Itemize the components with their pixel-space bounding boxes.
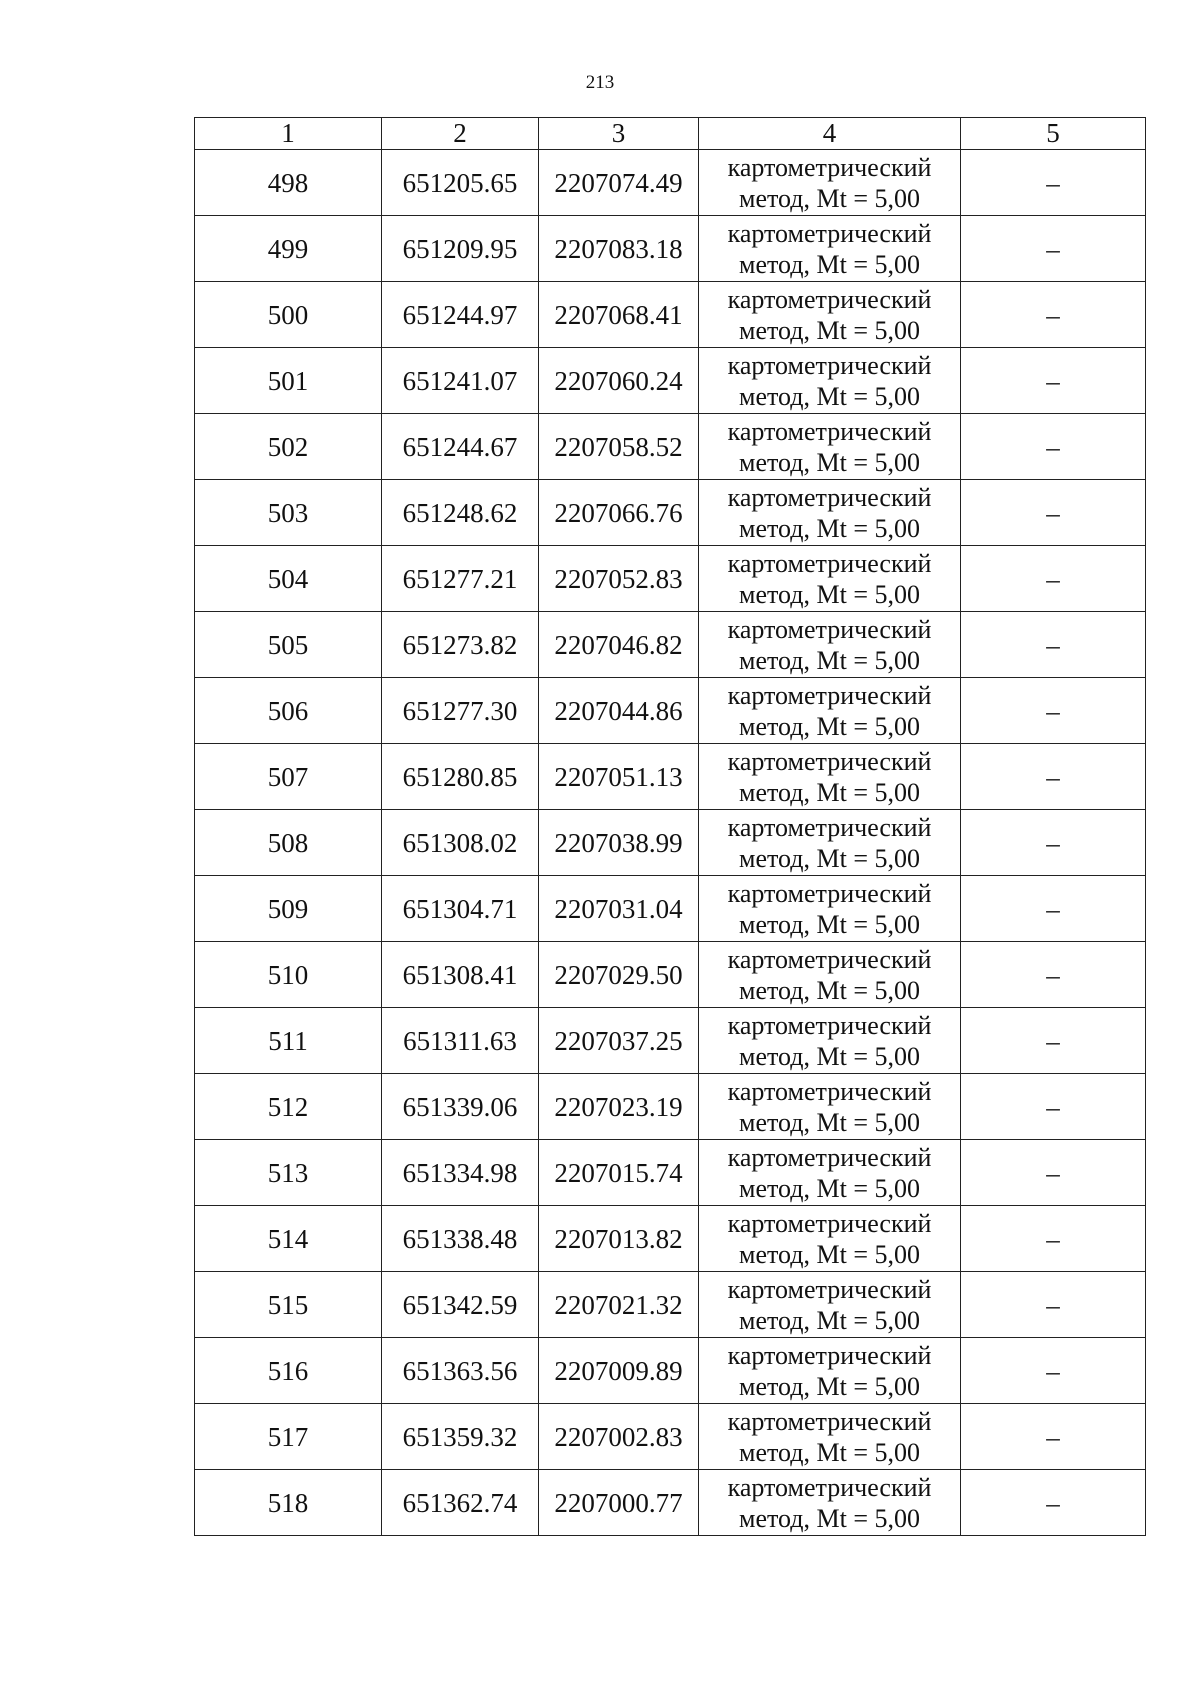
- table-row: [195, 1140, 1146, 1206]
- table-row: [195, 612, 1146, 678]
- cell-method: [699, 348, 961, 414]
- cell-x-coordinate: 651304.71: [382, 876, 539, 942]
- table-row: [195, 1206, 1146, 1272]
- cell-description: –: [961, 942, 1146, 1008]
- cell-method: [699, 414, 961, 480]
- method-line-1: картометрический: [727, 1010, 932, 1040]
- method-line-2: метод, Mt = 5,00: [739, 843, 920, 873]
- cell-y-coordinate: 2207046.82: [539, 612, 699, 678]
- cell-point-number: 498: [195, 150, 382, 216]
- cell-y-coordinate: 2207052.83: [539, 546, 699, 612]
- cell-point-number: 512: [195, 1074, 382, 1140]
- method-line-1: картометрический: [727, 680, 932, 710]
- cell-description: –: [961, 744, 1146, 810]
- cell-x-coordinate: 651248.62: [382, 480, 539, 546]
- cell-y-coordinate: 2207037.25: [539, 1008, 699, 1074]
- method-line-2: метод, Mt = 5,00: [739, 909, 920, 939]
- cell-method: [699, 1008, 961, 1074]
- cell-description: –: [961, 612, 1146, 678]
- cell-point-number: 506: [195, 678, 382, 744]
- cell-y-coordinate: 2207044.86: [539, 678, 699, 744]
- table-row: [195, 348, 1146, 414]
- method-line-2: метод, Mt = 5,00: [739, 975, 920, 1005]
- cell-method: [699, 612, 961, 678]
- cell-description: –: [961, 348, 1146, 414]
- cell-method: [699, 1470, 961, 1536]
- cell-method: [699, 678, 961, 744]
- cell-method: [699, 1140, 961, 1206]
- cell-method: [699, 1404, 961, 1470]
- cell-point-number: 505: [195, 612, 382, 678]
- table-row: [195, 546, 1146, 612]
- header-cell-description: 5: [961, 118, 1146, 150]
- cell-y-coordinate: 2207013.82: [539, 1206, 699, 1272]
- header-cell-x: 2: [382, 118, 539, 150]
- cell-point-number: 509: [195, 876, 382, 942]
- cell-description: –: [961, 414, 1146, 480]
- cell-y-coordinate: 2207002.83: [539, 1404, 699, 1470]
- table-row: [195, 282, 1146, 348]
- cell-point-number: 503: [195, 480, 382, 546]
- cell-method: [699, 216, 961, 282]
- method-line-1: картометрический: [727, 482, 932, 512]
- method-line-1: картометрический: [727, 284, 932, 314]
- method-line-2: метод, Mt = 5,00: [739, 645, 920, 675]
- cell-method: [699, 744, 961, 810]
- cell-x-coordinate: 651334.98: [382, 1140, 539, 1206]
- cell-x-coordinate: 651362.74: [382, 1470, 539, 1536]
- table-body: [195, 150, 1146, 1536]
- cell-method: [699, 1074, 961, 1140]
- method-line-2: метод, Mt = 5,00: [739, 1305, 920, 1335]
- cell-x-coordinate: 651308.02: [382, 810, 539, 876]
- cell-description: –: [961, 678, 1146, 744]
- cell-description: –: [961, 1206, 1146, 1272]
- method-line-1: картометрический: [727, 350, 932, 380]
- method-line-1: картометрический: [727, 1274, 932, 1304]
- cell-point-number: 514: [195, 1206, 382, 1272]
- method-line-1: картометрический: [727, 218, 932, 248]
- cell-x-coordinate: 651342.59: [382, 1272, 539, 1338]
- method-line-2: метод, Mt = 5,00: [739, 1173, 920, 1203]
- cell-method: [699, 942, 961, 1008]
- cell-description: –: [961, 1470, 1146, 1536]
- cell-description: –: [961, 546, 1146, 612]
- cell-method: [699, 1338, 961, 1404]
- cell-description: –: [961, 876, 1146, 942]
- cell-description: –: [961, 1404, 1146, 1470]
- method-line-2: метод, Mt = 5,00: [739, 777, 920, 807]
- cell-method: [699, 876, 961, 942]
- cell-description: –: [961, 150, 1146, 216]
- table-row: [195, 1338, 1146, 1404]
- method-line-2: метод, Mt = 5,00: [739, 1041, 920, 1071]
- method-line-1: картометрический: [727, 944, 932, 974]
- table-row: [195, 1470, 1146, 1536]
- header-cell-y: 3: [539, 118, 699, 150]
- cell-point-number: 502: [195, 414, 382, 480]
- method-line-2: метод, Mt = 5,00: [739, 513, 920, 543]
- cell-point-number: 507: [195, 744, 382, 810]
- header-cell-method: 4: [699, 118, 961, 150]
- method-line-1: картометрический: [727, 548, 932, 578]
- cell-method: [699, 546, 961, 612]
- table-row: [195, 1404, 1146, 1470]
- table-row: [195, 942, 1146, 1008]
- table-row: [195, 810, 1146, 876]
- cell-description: –: [961, 1140, 1146, 1206]
- table-row: [195, 744, 1146, 810]
- cell-x-coordinate: 651308.41: [382, 942, 539, 1008]
- cell-x-coordinate: 651244.67: [382, 414, 539, 480]
- method-line-2: метод, Mt = 5,00: [739, 249, 920, 279]
- cell-y-coordinate: 2207021.32: [539, 1272, 699, 1338]
- cell-x-coordinate: 651244.97: [382, 282, 539, 348]
- cell-x-coordinate: 651209.95: [382, 216, 539, 282]
- cell-description: –: [961, 810, 1146, 876]
- method-line-2: метод, Mt = 5,00: [739, 1371, 920, 1401]
- cell-description: –: [961, 1272, 1146, 1338]
- cell-y-coordinate: 2207038.99: [539, 810, 699, 876]
- method-line-1: картометрический: [727, 1208, 932, 1238]
- method-line-2: метод, Mt = 5,00: [739, 447, 920, 477]
- table-row: [195, 150, 1146, 216]
- method-line-1: картометрический: [727, 1076, 932, 1106]
- method-line-1: картометрический: [727, 152, 932, 182]
- cell-method: [699, 282, 961, 348]
- table-row: [195, 1074, 1146, 1140]
- cell-point-number: 501: [195, 348, 382, 414]
- cell-method: [699, 1206, 961, 1272]
- cell-description: –: [961, 216, 1146, 282]
- cell-y-coordinate: 2207083.18: [539, 216, 699, 282]
- method-line-2: метод, Mt = 5,00: [739, 1107, 920, 1137]
- method-line-2: метод, Mt = 5,00: [739, 315, 920, 345]
- method-line-2: метод, Mt = 5,00: [739, 711, 920, 741]
- cell-point-number: 516: [195, 1338, 382, 1404]
- table-row: [195, 414, 1146, 480]
- cell-y-coordinate: 2207058.52: [539, 414, 699, 480]
- cell-point-number: 518: [195, 1470, 382, 1536]
- cell-x-coordinate: 651311.63: [382, 1008, 539, 1074]
- cell-description: –: [961, 1338, 1146, 1404]
- cell-x-coordinate: 651277.30: [382, 678, 539, 744]
- table-header: [195, 118, 1146, 150]
- cell-point-number: 504: [195, 546, 382, 612]
- method-line-1: картометрический: [727, 1142, 932, 1172]
- cell-x-coordinate: 651273.82: [382, 612, 539, 678]
- method-line-2: метод, Mt = 5,00: [739, 381, 920, 411]
- cell-point-number: 508: [195, 810, 382, 876]
- header-cell-point-number: 1: [195, 118, 382, 150]
- method-line-1: картометрический: [727, 416, 932, 446]
- cell-x-coordinate: 651280.85: [382, 744, 539, 810]
- cell-y-coordinate: 2207051.13: [539, 744, 699, 810]
- method-line-2: метод, Mt = 5,00: [739, 1239, 920, 1269]
- cell-y-coordinate: 2207009.89: [539, 1338, 699, 1404]
- coordinates-table: [194, 117, 1146, 1536]
- cell-x-coordinate: 651363.56: [382, 1338, 539, 1404]
- table-row: [195, 876, 1146, 942]
- cell-y-coordinate: 2207074.49: [539, 150, 699, 216]
- method-line-2: метод, Mt = 5,00: [739, 1503, 920, 1533]
- page-number: 213: [585, 72, 615, 93]
- cell-description: –: [961, 282, 1146, 348]
- method-line-1: картометрический: [727, 812, 932, 842]
- cell-method: [699, 810, 961, 876]
- cell-y-coordinate: 2207015.74: [539, 1140, 699, 1206]
- cell-description: –: [961, 1008, 1146, 1074]
- table-row: [195, 216, 1146, 282]
- method-line-1: картометрический: [727, 1340, 932, 1370]
- method-line-1: картометрический: [727, 878, 932, 908]
- method-line-1: картометрический: [727, 614, 932, 644]
- cell-point-number: 513: [195, 1140, 382, 1206]
- cell-description: –: [961, 1074, 1146, 1140]
- cell-y-coordinate: 2207029.50: [539, 942, 699, 1008]
- cell-y-coordinate: 2207000.77: [539, 1470, 699, 1536]
- cell-y-coordinate: 2207068.41: [539, 282, 699, 348]
- cell-method: [699, 150, 961, 216]
- cell-method: [699, 480, 961, 546]
- method-line-2: метод, Mt = 5,00: [739, 183, 920, 213]
- method-line-2: метод, Mt = 5,00: [739, 579, 920, 609]
- cell-x-coordinate: 651205.65: [382, 150, 539, 216]
- table-row: [195, 678, 1146, 744]
- table-row: [195, 1272, 1146, 1338]
- cell-y-coordinate: 2207031.04: [539, 876, 699, 942]
- cell-point-number: 517: [195, 1404, 382, 1470]
- cell-y-coordinate: 2207066.76: [539, 480, 699, 546]
- cell-point-number: 500: [195, 282, 382, 348]
- cell-y-coordinate: 2207023.19: [539, 1074, 699, 1140]
- table-row: [195, 480, 1146, 546]
- cell-description: –: [961, 480, 1146, 546]
- method-line-1: картометрический: [727, 1472, 932, 1502]
- method-line-1: картометрический: [727, 1406, 932, 1436]
- cell-point-number: 499: [195, 216, 382, 282]
- cell-method: [699, 1272, 961, 1338]
- cell-point-number: 510: [195, 942, 382, 1008]
- cell-y-coordinate: 2207060.24: [539, 348, 699, 414]
- method-line-2: метод, Mt = 5,00: [739, 1437, 920, 1467]
- cell-x-coordinate: 651241.07: [382, 348, 539, 414]
- cell-point-number: 515: [195, 1272, 382, 1338]
- cell-x-coordinate: 651339.06: [382, 1074, 539, 1140]
- cell-x-coordinate: 651338.48: [382, 1206, 539, 1272]
- header-row: [195, 118, 1146, 150]
- cell-x-coordinate: 651277.21: [382, 546, 539, 612]
- method-line-1: картометрический: [727, 746, 932, 776]
- cell-x-coordinate: 651359.32: [382, 1404, 539, 1470]
- table-row: [195, 1008, 1146, 1074]
- cell-point-number: 511: [195, 1008, 382, 1074]
